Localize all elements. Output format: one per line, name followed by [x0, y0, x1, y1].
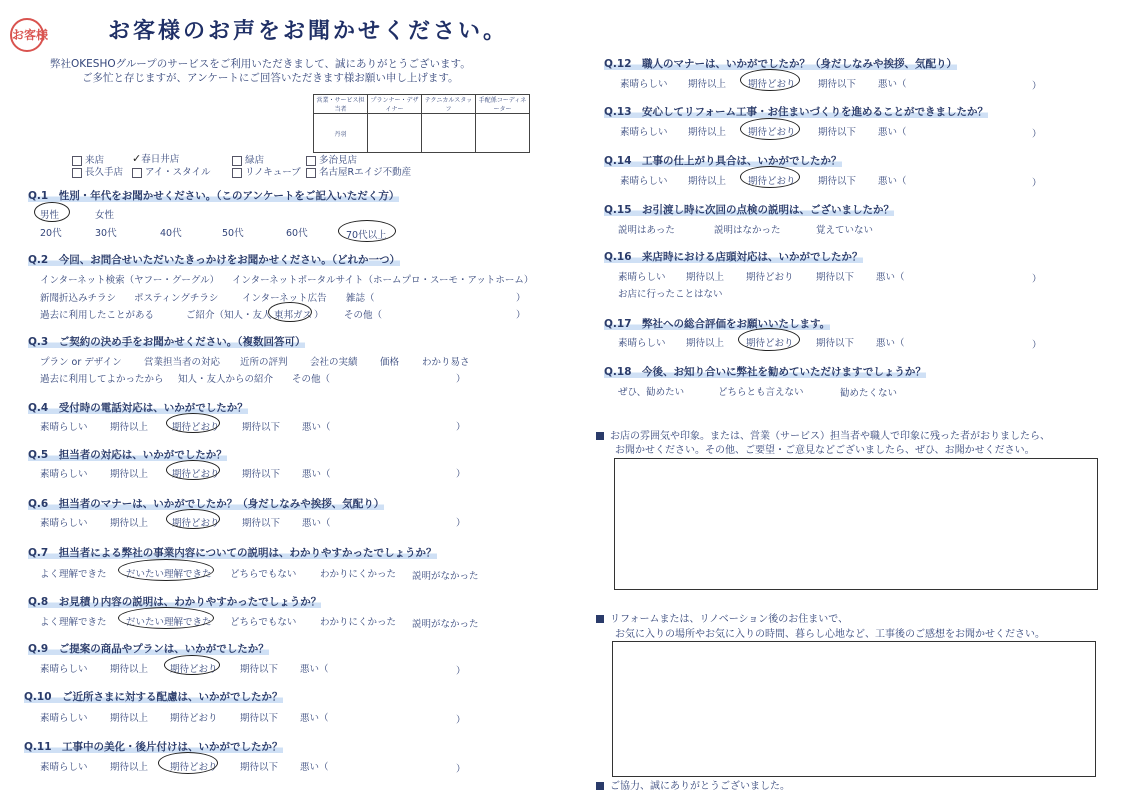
- understand-option[interactable]: わかりにくかった: [320, 569, 397, 580]
- paren-close: ）: [1032, 129, 1042, 140]
- paren-close: ）: [456, 518, 466, 529]
- rating-option[interactable]: 期待以上: [686, 272, 725, 283]
- bullet-square-icon: [596, 432, 604, 440]
- rating-option[interactable]: 悪い（: [300, 664, 329, 675]
- option-age[interactable]: 40代: [160, 228, 182, 239]
- rating-option[interactable]: 期待以上: [686, 338, 725, 349]
- option-age[interactable]: 60代: [286, 228, 308, 239]
- company-seal: お客様: [10, 18, 44, 52]
- paren-close: ）: [456, 764, 466, 775]
- answer-circle: [164, 655, 220, 675]
- option[interactable]: その他（: [292, 374, 331, 385]
- comment-1-prompt-line-2: お聞かせください。その他、ご要望・ご意見などございましたら、ぜひ、お聞かせください。: [615, 445, 1035, 456]
- paren-close: ）: [1032, 340, 1042, 351]
- rating-option[interactable]: 悪い（: [878, 79, 907, 90]
- checkbox-icon: [306, 168, 316, 178]
- rating-option[interactable]: 期待以上: [110, 713, 149, 724]
- paren-close: ）: [456, 715, 466, 726]
- paren-close: ）: [456, 422, 466, 433]
- handwritten-answer: 東邦ガス: [274, 310, 313, 321]
- rating-option[interactable]: 素晴らしい: [40, 469, 88, 480]
- paren-close: ）: [1032, 274, 1042, 285]
- understand-option[interactable]: よく理解できた: [40, 617, 107, 628]
- store-checkbox-6[interactable]: [132, 164, 210, 178]
- understand-option[interactable]: わかりにくかった: [320, 617, 397, 628]
- rating-option[interactable]: 期待どおり: [170, 713, 218, 724]
- store-checkbox-5[interactable]: [72, 164, 123, 178]
- store-label: リノキューブ: [245, 167, 301, 178]
- checkbox-icon: [72, 168, 82, 178]
- rating-option[interactable]: 悪い（: [878, 127, 907, 138]
- rating-option[interactable]: 期待以下: [818, 176, 857, 187]
- comment-2-prompt-line-2: お気に入りの場所やお気に入りの時間、暮らし心地など、工事後のご感想をお聞かせください。: [615, 629, 1045, 640]
- staff-header: テクニカルスタッフ: [422, 95, 476, 114]
- rating-option[interactable]: 素晴らしい: [40, 713, 88, 724]
- rating-option[interactable]: 悪い（: [876, 338, 905, 349]
- rating-option[interactable]: 期待以下: [240, 713, 279, 724]
- paren-close: ）: [1032, 178, 1042, 189]
- understand-option[interactable]: どちらでもない: [230, 569, 297, 580]
- staff-header: 営業・サービス担当者: [314, 95, 368, 114]
- option[interactable]: 雑誌（: [346, 293, 375, 304]
- question-12: Q.12 職人のマナーは、いかがでしたか？（身だしなみや挨拶、気配り）: [604, 58, 958, 70]
- option[interactable]: わかり易さ: [422, 357, 470, 368]
- checkbox-icon: [232, 168, 242, 178]
- rating-option[interactable]: 期待どおり: [748, 176, 796, 187]
- recommend-option[interactable]: 勧めたくない: [840, 388, 898, 399]
- staff-header: 手配係コーディネーター: [476, 95, 530, 114]
- question-11: Q.11 工事中の美化・後片付けは、いかがでしたか？: [24, 741, 283, 753]
- never-visited-option[interactable]: お店に行ったことはない: [618, 289, 723, 300]
- question-5: Q.5 担当者の対応は、いかがでしたか？: [28, 449, 227, 461]
- question-15: Q.15 お引渡し時に次回の点検の説明は、ございましたか？: [604, 204, 895, 216]
- answer-circle: [166, 509, 220, 529]
- option-age[interactable]: 30代: [95, 228, 117, 239]
- rating-option[interactable]: 悪い（: [302, 518, 331, 529]
- store-label: 緑店: [245, 155, 265, 166]
- store-label: 多治見店: [319, 155, 358, 166]
- understand-option[interactable]: 説明がなかった: [412, 571, 479, 582]
- option[interactable]: 過去に利用したことがある: [40, 310, 155, 321]
- option[interactable]: インターネットポータルサイト（ホームプロ・スーモ・アットホーム）: [232, 275, 534, 286]
- answer-circle: [34, 202, 70, 222]
- rating-option[interactable]: 素晴らしい: [618, 338, 666, 349]
- rating-option[interactable]: 素晴らしい: [40, 518, 88, 529]
- answer-circle: [740, 166, 800, 188]
- answer-circle: [338, 220, 396, 242]
- answer-circle: [118, 607, 214, 629]
- rating-option[interactable]: 素晴らしい: [620, 176, 668, 187]
- rating-option[interactable]: 期待以下: [818, 127, 857, 138]
- comment-1-prompt-line-1: お店の雰囲気や印象。または、営業（サービス）担当者や職人で印象に残った者がおりましたら、: [596, 427, 1050, 442]
- answer-circle: [118, 559, 214, 581]
- store-checkbox-7[interactable]: [232, 164, 301, 178]
- comment-2-textarea[interactable]: [612, 641, 1096, 777]
- question-2: Q.2 今回、お問合せいただいたきっかけをお聞かせください。（どれか一つ）: [28, 254, 400, 266]
- rating-option[interactable]: 期待以上: [110, 664, 149, 675]
- paren-close: ）: [516, 293, 526, 304]
- rating-option[interactable]: 素晴らしい: [40, 762, 88, 773]
- question-13: Q.13 安心してリフォーム工事・お住まいづくりを進めることができましたか？: [604, 106, 989, 118]
- rating-option[interactable]: 期待以下: [240, 664, 279, 675]
- answer-circle: [740, 118, 800, 140]
- rating-option[interactable]: 素晴らしい: [620, 127, 668, 138]
- question-14: Q.14 工事の仕上がり具合は、いかがでしたか？: [604, 155, 842, 167]
- rating-option[interactable]: 素晴らしい: [620, 79, 668, 90]
- option[interactable]: その他（: [344, 310, 383, 321]
- explain-option[interactable]: 説明はなかった: [714, 225, 781, 236]
- paren-close: ）: [456, 374, 466, 385]
- question-18: Q.18 今後、お知り合いに弊社を勧めていただけますでしょうか？: [604, 366, 926, 378]
- understand-option[interactable]: よく理解できた: [40, 569, 107, 580]
- question-8: Q.8 お見積り内容の説明は、わかりやすかったでしょうか？: [28, 596, 322, 608]
- understand-option[interactable]: どちらでもない: [230, 617, 297, 628]
- store-label: アイ・スタイル: [145, 167, 211, 178]
- rating-option[interactable]: 期待どおり: [172, 422, 220, 433]
- option-age[interactable]: 20代: [40, 228, 62, 239]
- intro-line-2: ご多忙と存じますが、アンケートにご回答いただきます様お願い申し上げます。: [82, 72, 459, 84]
- question-6: Q.6 担当者のマナーは、いかがでしたか？（身だしなみや挨拶、気配り）: [28, 498, 385, 510]
- explain-option[interactable]: 覚えていない: [816, 225, 874, 236]
- option[interactable]: 近所の評判: [240, 357, 288, 368]
- option[interactable]: ご紹介（知人・友人: [186, 310, 272, 321]
- option[interactable]: インターネット広告: [242, 293, 327, 304]
- answer-circle: [158, 752, 218, 774]
- rating-option[interactable]: 期待どおり: [172, 518, 220, 529]
- rating-option[interactable]: 期待どおり: [748, 79, 796, 90]
- staff-sales-field[interactable]: 丹羽: [314, 114, 368, 153]
- store-checkbox-8[interactable]: [306, 164, 411, 178]
- store-checkbox-2[interactable]: [132, 151, 179, 165]
- question-10: Q.10 ご近所さまに対する配慮は、いかがでしたか？: [24, 691, 283, 703]
- staff-technical-field[interactable]: [422, 114, 476, 153]
- option[interactable]: 価格: [380, 357, 400, 368]
- rating-option[interactable]: 期待以上: [110, 762, 149, 773]
- rating-option[interactable]: 期待以上: [688, 176, 727, 187]
- rating-option[interactable]: 期待以下: [240, 762, 279, 773]
- store-label: 来店: [85, 155, 105, 166]
- rating-option[interactable]: 期待どおり: [748, 127, 796, 138]
- understand-option[interactable]: だいたい理解できた: [126, 569, 212, 580]
- answer-circle: [268, 302, 312, 322]
- staff-coordinator-field[interactable]: [476, 114, 530, 153]
- rating-option[interactable]: 悪い（: [300, 762, 329, 773]
- rating-option[interactable]: 悪い（: [300, 713, 329, 724]
- store-label: 長久手店: [85, 167, 124, 178]
- question-3: Q.3 ご契約の決め手をお聞かせください。（複数回答可）: [28, 336, 306, 348]
- option[interactable]: プラン or デザイン: [40, 357, 122, 368]
- check-mark-icon: ✓: [132, 152, 142, 165]
- paren-close: ）: [1032, 81, 1042, 92]
- answer-circle: [166, 460, 220, 480]
- answer-circle: [738, 328, 800, 351]
- staff-header: プランナー・デザイナー: [368, 95, 422, 114]
- rating-option[interactable]: 期待どおり: [746, 338, 794, 349]
- intro-line-1: 弊社OKESHOグループのサービスをご利用いただきまして、誠にありがとうございます。: [50, 58, 471, 70]
- question-16: Q.16 来店時における店頭対応は、いかがでしたか？: [604, 251, 863, 263]
- rating-option[interactable]: 期待以下: [816, 272, 855, 283]
- rating-option[interactable]: 悪い（: [302, 422, 331, 433]
- recommend-option[interactable]: どちらとも言えない: [718, 387, 804, 398]
- rating-option[interactable]: 期待以下: [816, 338, 855, 349]
- paren-close: ）: [314, 310, 324, 321]
- option[interactable]: インターネット検索（ヤフー・グーグル）: [40, 275, 220, 286]
- rating-option[interactable]: 期待どおり: [170, 664, 218, 675]
- thanks-text: ご協力、誠にありがとうございました。: [596, 777, 790, 792]
- rating-option[interactable]: 素晴らしい: [618, 272, 666, 283]
- option[interactable]: 会社の実績: [310, 357, 358, 368]
- question-17: Q.17 弊社への総合評価をお願いいたします。: [604, 318, 831, 330]
- rating-option[interactable]: 期待以下: [818, 79, 857, 90]
- option-male[interactable]: 男性: [40, 210, 60, 221]
- store-label: 名古屋Rエイジ不動産: [319, 167, 412, 178]
- bullet-square-icon: [596, 782, 604, 790]
- question-9: Q.9 ご提案の商品やプランは、いかがでしたか？: [28, 643, 269, 655]
- rating-option[interactable]: 悪い（: [302, 469, 331, 480]
- rating-option[interactable]: 素晴らしい: [40, 664, 88, 675]
- option[interactable]: ポスティングチラシ: [134, 293, 219, 304]
- option[interactable]: 新聞折込みチラシ: [40, 293, 117, 304]
- question-1: Q.1 性別・年代をお聞かせください。（このアンケートをご記入いただく方）: [28, 190, 400, 202]
- option-age[interactable]: 70代以上: [346, 230, 387, 241]
- rating-option[interactable]: 期待以下: [242, 518, 281, 529]
- page-title: お客様のお声をお聞かせください。: [108, 19, 509, 44]
- understand-option[interactable]: だいたい理解できた: [126, 617, 212, 628]
- rating-option[interactable]: 悪い（: [878, 176, 907, 187]
- answer-circle: [166, 413, 220, 433]
- question-4: Q.4 受付時の電話対応は、いかがでしたか？: [28, 402, 248, 414]
- rating-option[interactable]: 期待どおり: [746, 272, 794, 283]
- rating-option[interactable]: 期待以上: [110, 422, 149, 433]
- rating-option[interactable]: 素晴らしい: [40, 422, 88, 433]
- comment-1-textarea[interactable]: [614, 458, 1098, 590]
- rating-option[interactable]: 期待以下: [242, 469, 281, 480]
- staff-planner-field[interactable]: [368, 114, 422, 153]
- rating-option[interactable]: 期待以上: [688, 79, 727, 90]
- recommend-option[interactable]: ぜひ、勧めたい: [618, 387, 685, 398]
- paren-close: ）: [516, 310, 526, 321]
- understand-option[interactable]: 説明がなかった: [412, 619, 479, 630]
- paren-close: ）: [456, 469, 466, 480]
- option-age[interactable]: 50代: [222, 228, 244, 239]
- rating-option[interactable]: 期待どおり: [170, 762, 218, 773]
- store-label: 春日井店: [141, 154, 180, 165]
- option[interactable]: 過去に利用してよかったから: [40, 374, 164, 385]
- rating-option[interactable]: 期待以上: [688, 127, 727, 138]
- rating-option[interactable]: 期待以下: [242, 422, 281, 433]
- option[interactable]: 営業担当者の対応: [144, 357, 221, 368]
- staff-table: [313, 94, 530, 153]
- bullet-square-icon: [596, 615, 604, 623]
- comment-2-prompt-line-1: リフォームまたは、リノベーション後のお住まいで、: [596, 610, 848, 625]
- option[interactable]: 知人・友人からの紹介: [178, 374, 274, 385]
- question-7: Q.7 担当者による弊社の事業内容についての説明は、わかりやすかったでしょうか？: [28, 547, 437, 559]
- option-female[interactable]: 女性: [95, 210, 115, 221]
- rating-option[interactable]: 期待以上: [110, 518, 149, 529]
- checkbox-icon: [132, 168, 142, 178]
- explain-option[interactable]: 説明はあった: [618, 225, 675, 236]
- answer-circle: [740, 69, 800, 91]
- rating-option[interactable]: 悪い（: [876, 272, 905, 283]
- rating-option[interactable]: 期待どおり: [172, 469, 220, 480]
- rating-option[interactable]: 期待以上: [110, 469, 149, 480]
- paren-close: ）: [456, 666, 466, 677]
